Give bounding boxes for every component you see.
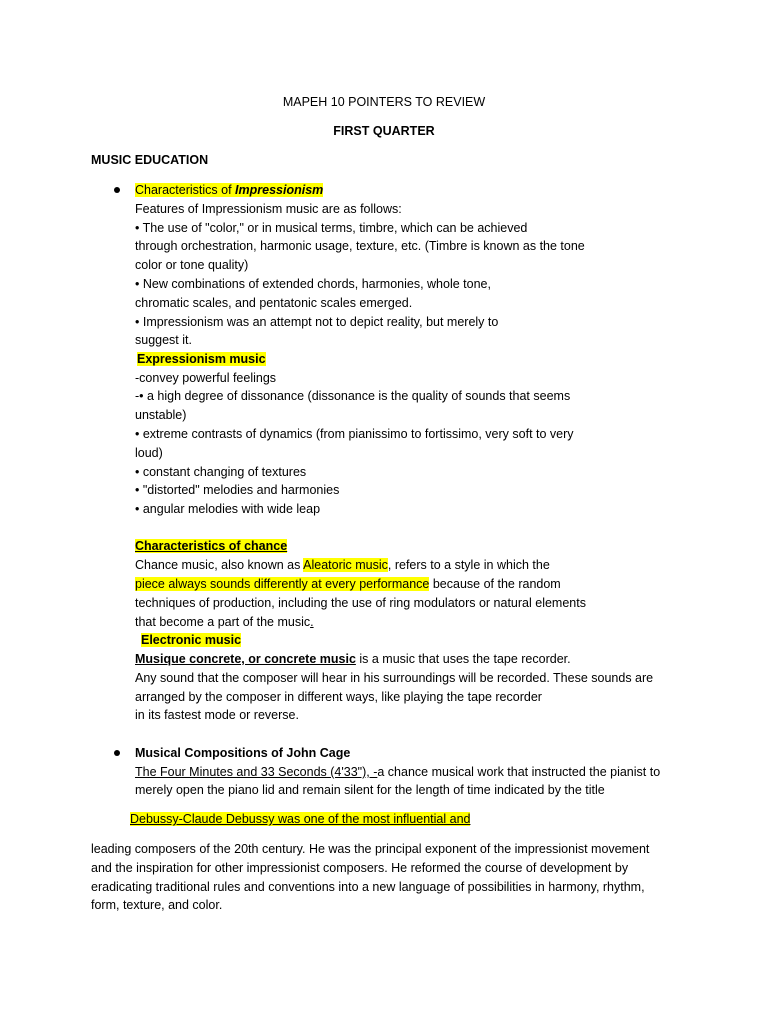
impressionism-line: • New combinations of extended chords, harmonies, whole tone,: [135, 277, 491, 291]
document-title: MAPEH 10 POINTERS TO REVIEW: [282, 95, 486, 109]
debussy-line: form, texture, and color.: [91, 898, 223, 912]
concrete-term: Musique concrete, or concrete music: [135, 652, 356, 666]
impressionism-line: • Impressionism was an attempt not to depict reality, but merely to: [135, 315, 499, 329]
concrete-text: is a music that uses the tape recorder.: [355, 652, 571, 666]
chance-line: [135, 614, 314, 630]
aleatoric-highlight: Aleatoric music: [303, 558, 388, 572]
debussy-heading: [130, 811, 470, 827]
performance-highlight: piece always sounds differently at every performance: [135, 577, 430, 591]
chance-text: that become a part of the music: [135, 615, 311, 629]
debussy-line: leading composers of the 20th century. He was the principal exponent of the impressionist movement: [91, 842, 650, 856]
impressionism-line: Features of Impressionism music are as follows:: [135, 202, 402, 216]
chance-line: techniques of production, including the use of ring modulators or natural elements: [135, 596, 586, 610]
chance-text: , refers to a style in which the: [387, 558, 550, 572]
chance-text: Chance music, also known as: [135, 558, 304, 572]
expressionism-line: • extreme contrasts of dynamics (from pianissimo to fortissimo, very soft to very: [135, 427, 574, 441]
expressionism-line: • "distorted" melodies and harmonies: [135, 483, 340, 497]
concrete-line: [135, 651, 571, 667]
chance-line: [135, 557, 550, 573]
debussy-line: and the inspiration for other impressionist composers. He reformed the course of development by: [91, 861, 629, 875]
cage-line: [135, 764, 660, 780]
electronic-heading: [141, 632, 241, 648]
impressionism-line: chromatic scales, and pentatonic scales emerged.: [135, 296, 413, 310]
cage-work-title: The Four Minutes and 33 Seconds (4'33"), -: [135, 765, 378, 779]
expressionism-line: -convey powerful feelings: [135, 371, 277, 385]
impressionism-line: • The use of "color," or in musical terms, timbre, which can be achieved: [135, 221, 528, 235]
chance-heading: [135, 538, 287, 554]
expressionism-line: unstable): [135, 408, 187, 422]
expressionism-line: • constant changing of textures: [135, 465, 307, 479]
impressionism-heading-prefix: Characteristics of: [135, 183, 236, 197]
expressionism-line: loud): [135, 446, 163, 460]
section-heading: MUSIC EDUCATION: [91, 153, 209, 167]
cage-heading: Musical Compositions of John Cage: [135, 746, 351, 760]
electronic-line: in its fastest mode or reverse.: [135, 708, 299, 722]
impressionism-line: through orchestration, harmonic usage, texture, etc. (Timbre is known as the tone: [135, 239, 585, 253]
impressionism-line: suggest it.: [135, 333, 192, 347]
debussy-line: eradicating traditional rules and conventions into a new language of possibilities in harmony, rhythm,: [91, 880, 645, 894]
chance-text: because of the random: [429, 577, 561, 591]
impressionism-heading-term: Impressionism: [235, 183, 324, 197]
cage-line: merely open the piano lid and remain silent for the length of time indicated by the title: [135, 783, 605, 797]
debussy-heading-text: Debussy-Claude Debussy was one of the most influential and: [130, 812, 471, 826]
expressionism-heading: [137, 351, 266, 367]
impressionism-line: color or tone quality): [135, 258, 249, 272]
cage-text: a chance musical work that instructed the pianist to: [377, 765, 661, 779]
impressionism-heading: [135, 182, 323, 198]
bullet-icon: [114, 187, 120, 193]
electronic-line: Any sound that the composer will hear in his surroundings will be recorded. These sounds are: [135, 671, 654, 685]
expressionism-line: -• a high degree of dissonance (dissonance is the quality of sounds that seems: [135, 389, 571, 403]
electronic-line: arranged by the composer in different ways, like playing the tape recorder: [135, 690, 542, 704]
quarter-heading: FIRST QUARTER: [333, 124, 435, 138]
expressionism-line: • angular melodies with wide leap: [135, 502, 321, 516]
expressionism-heading-text: Expressionism music: [137, 352, 266, 366]
chance-period: .: [310, 615, 314, 629]
bullet-icon: [114, 750, 120, 756]
chance-line: [135, 576, 561, 592]
electronic-heading-text: Electronic music: [141, 633, 242, 647]
chance-heading-text: Characteristics of chance: [135, 539, 288, 553]
